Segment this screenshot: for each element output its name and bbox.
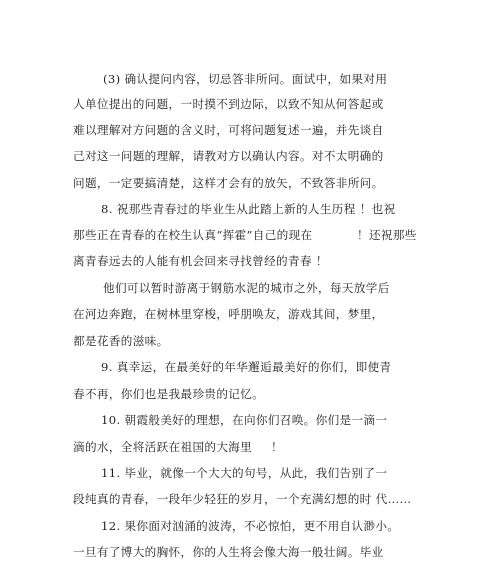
text-line: 11. 毕业，就像一个大大的句号，从此，我们告别了一 bbox=[101, 466, 388, 480]
text-line: 己对这一问题的理解，请教对方以确认内容。对不太明确的 bbox=[73, 149, 384, 163]
text-line: (3) 确认提问内容，切忌答非所问。面试中，如果对用 bbox=[103, 72, 388, 86]
text-line: 问题，一定要搞清楚，这样才会有的放矢，不致答非所问。 bbox=[73, 176, 384, 190]
text-line: 10. 朝霞般美好的理想，在向你们召唤。你们是一滴一 bbox=[101, 413, 388, 427]
text-line: 春不再，你们也是我最珍贵的记忆。 bbox=[73, 387, 265, 401]
text-line: ！还祝那些 bbox=[357, 228, 417, 242]
text-line: 滴的水，全将活跃在祖国的大海里 bbox=[73, 440, 253, 454]
text-line: 段纯真的青春，一段年少轻狂的岁月，一个充满幻想的时 代…… bbox=[73, 492, 412, 506]
text-line: 8. 祝那些青春过的毕业生从此踏上新的人生历程 ！也祝 bbox=[101, 202, 396, 216]
text-line: 那些正在青春的在校生认真“挥霍”自己的现在 bbox=[73, 228, 313, 242]
text-line: 离青春远去的人能有机会回来寻找曾经的青春 ！ bbox=[73, 254, 328, 268]
text-line: 人单位提出的问题，一时摸不到边际，以致不知从何答起或 bbox=[73, 97, 384, 111]
text-line: 在河边奔跑，在树林里穿梭，呼朋唤友，游戏其间，梦里， bbox=[73, 307, 384, 321]
text-line: ！ bbox=[271, 440, 283, 454]
text-line: 9. 真幸运，在最美好的年华邂逅最美好的你们，即使青 bbox=[101, 360, 392, 374]
text-line: 12. 果你面对汹涌的波涛，不必惊怕，更不用自认渺小。 bbox=[101, 519, 400, 533]
text-line: 都是花香的滋味。 bbox=[73, 334, 169, 348]
text-line: 难以理解对方问题的含义时，可将问题复述一遍，并先谈自 bbox=[73, 123, 384, 137]
text-line: 一旦有了博大的胸怀，你的人生将会像大海一般壮阔。毕业 bbox=[73, 545, 384, 559]
text-line: 他们可以暂时游离于钢筋水泥的城市之外，每天放学后 bbox=[103, 281, 390, 295]
